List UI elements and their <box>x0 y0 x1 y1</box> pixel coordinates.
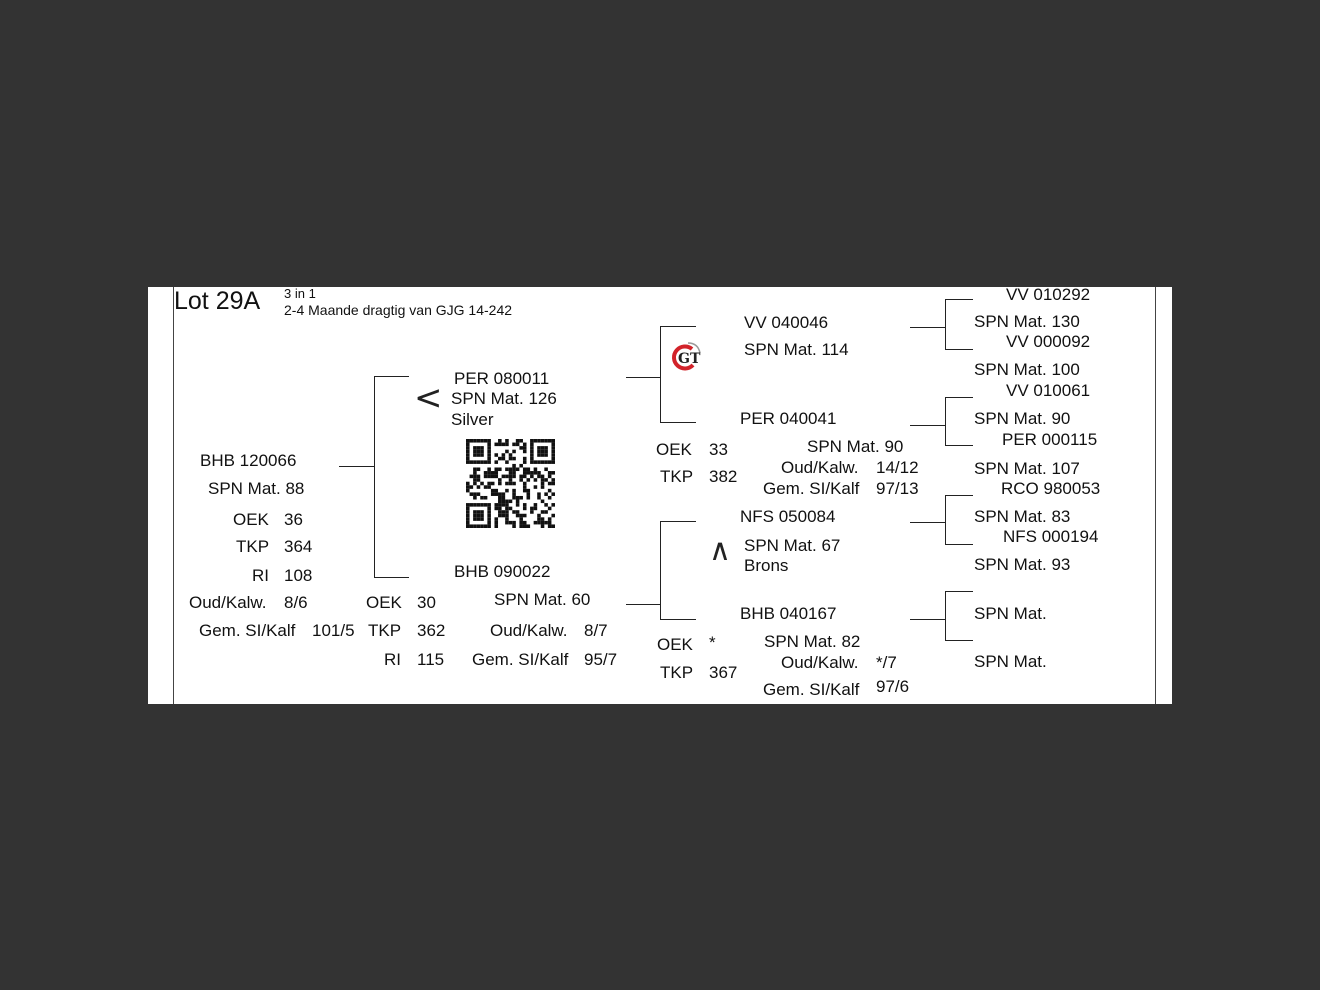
dam-oud-label: Oud/Kalw. <box>490 621 568 640</box>
left-border <box>173 287 174 704</box>
parents-bracket <box>374 376 375 578</box>
animal-oud: 8/6 <box>284 593 308 612</box>
lot-title: Lot 29A <box>174 287 261 315</box>
animal-gem: 101/5 <box>312 621 355 640</box>
dam-oud: 8/7 <box>584 621 608 640</box>
sire-connector <box>374 376 409 377</box>
g3-tick-2b <box>945 445 973 446</box>
animal-oek-label: OEK <box>233 510 269 529</box>
pregnancy-note: 2-4 Maande dragtig van GJG 14-242 <box>284 302 513 318</box>
g3-id-6: NFS 000194 <box>1003 527 1099 546</box>
animal-ri-label: RI <box>252 566 269 585</box>
ds-spn: SPN Mat. 67 <box>744 536 841 555</box>
ds-award: Brons <box>744 556 789 575</box>
animal-oek: 36 <box>284 510 303 529</box>
sd-tkp-label: TKP <box>660 467 694 486</box>
animal-id: BHB 120066 <box>200 451 297 470</box>
gt-logo <box>668 341 704 375</box>
dd-oud: */7 <box>876 653 897 672</box>
lot-count: 3 in 1 <box>284 287 316 301</box>
sd-oek: 33 <box>709 440 728 459</box>
dam-spn: SPN Mat. 60 <box>494 590 591 609</box>
dam-oek-label: OEK <box>366 593 402 612</box>
ss-connector <box>660 326 696 327</box>
animal-tkp-label: TKP <box>236 537 270 556</box>
g3-id-3: VV 010061 <box>1006 381 1091 400</box>
g3-spn-5: SPN Mat. 83 <box>974 507 1071 526</box>
sd-oud: 14/12 <box>876 458 919 477</box>
dd-gem-label: Gem. SI/Kalf <box>763 680 860 699</box>
g3-connector-3 <box>910 522 945 523</box>
dam-gem-label: Gem. SI/Kalf <box>472 650 569 669</box>
g3-id-5: RCO 980053 <box>1001 479 1101 498</box>
g3-tick-1a <box>945 299 973 300</box>
qr-code-icon <box>466 439 555 528</box>
dd-oek-label: OEK <box>657 635 693 654</box>
g3-connector-1 <box>910 327 945 328</box>
g3-spn-4: SPN Mat. 107 <box>974 459 1080 478</box>
dam-ri: 115 <box>417 650 445 669</box>
animal-tkp: 364 <box>284 537 313 556</box>
ds-id: NFS 050084 <box>740 507 836 526</box>
ss-spn: SPN Mat. 114 <box>744 340 849 359</box>
sd-id: PER 040041 <box>740 409 837 428</box>
g3-id-4: PER 000115 <box>1002 430 1098 449</box>
dd-oud-label: Oud/Kalw. <box>781 653 859 672</box>
sd-spn: SPN Mat. 90 <box>807 437 904 456</box>
g3-tick-1b <box>945 349 973 350</box>
g3-tick-3a <box>945 495 973 496</box>
dam-oek: 30 <box>417 593 436 612</box>
g3-id-1: VV 010292 <box>1006 287 1091 304</box>
g3-spn-7: SPN Mat. <box>974 604 1047 623</box>
g3-connector-2 <box>910 425 945 426</box>
g3-bracket-3 <box>945 495 946 545</box>
animal-connector <box>339 466 374 467</box>
sire-to-grandparents <box>626 377 661 378</box>
gt-logo-text: GT <box>678 351 701 367</box>
dam-tkp: 362 <box>417 621 446 640</box>
g3-tick-2a <box>945 397 973 398</box>
animal-spn: SPN Mat. 88 <box>208 479 305 498</box>
dd-gem: 97/6 <box>876 677 910 696</box>
pedigree-sheet <box>148 287 1172 704</box>
g3-spn-3: SPN Mat. 90 <box>974 409 1071 428</box>
dam-connector <box>374 577 409 578</box>
dd-oek: * <box>709 633 716 652</box>
sd-tkp: 382 <box>709 467 738 486</box>
sd-oud-label: Oud/Kalw. <box>781 458 859 477</box>
g3-tick-4a <box>945 591 973 592</box>
sd-connector <box>660 422 696 423</box>
wedge-icon: ∧ <box>709 533 731 568</box>
dam-to-grandparents <box>626 604 661 605</box>
sd-gem: 97/13 <box>876 479 919 498</box>
g3-spn-2: SPN Mat. 100 <box>974 360 1080 379</box>
g3-tick-3b <box>945 544 973 545</box>
dam-gem: 95/7 <box>584 650 618 669</box>
g3-spn-8: SPN Mat. <box>974 652 1047 671</box>
dd-tkp-label: TKP <box>660 663 694 682</box>
animal-oud-label: Oud/Kalw. <box>189 593 267 612</box>
g3-spn-6: SPN Mat. 93 <box>974 555 1071 574</box>
animal-gem-label: Gem. SI/Kalf <box>199 621 296 640</box>
dd-spn: SPN Mat. 82 <box>764 632 861 651</box>
dd-tkp: 367 <box>709 663 738 682</box>
g3-bracket-2 <box>945 397 946 446</box>
sd-gem-label: Gem. SI/Kalf <box>763 479 860 498</box>
g3-connector-4 <box>910 619 945 620</box>
g3-spn-1: SPN Mat. 130 <box>974 312 1080 331</box>
sire-award: Silver <box>451 410 494 429</box>
dam-tkp-label: TKP <box>368 621 402 640</box>
dam-grandparents-bracket <box>660 521 661 620</box>
dam-ri-label: RI <box>384 650 401 669</box>
sd-oek-label: OEK <box>656 440 692 459</box>
dd-id: BHB 040167 <box>740 604 837 623</box>
sire-spn: SPN Mat. 126 <box>451 389 557 408</box>
animal-ri: 108 <box>284 566 313 585</box>
dam-id: BHB 090022 <box>454 562 551 581</box>
less-than-icon: < <box>414 378 443 418</box>
g3-tick-4b <box>945 640 973 641</box>
dd-connector <box>660 619 696 620</box>
right-border <box>1155 287 1156 704</box>
sire-id: PER 080011 <box>454 369 550 388</box>
ds-connector <box>660 521 696 522</box>
g3-bracket-4 <box>945 591 946 641</box>
ss-id: VV 040046 <box>744 313 829 332</box>
g3-id-2: VV 000092 <box>1006 332 1091 351</box>
sire-grandparents-bracket <box>660 326 661 423</box>
g3-bracket-1 <box>945 299 946 350</box>
